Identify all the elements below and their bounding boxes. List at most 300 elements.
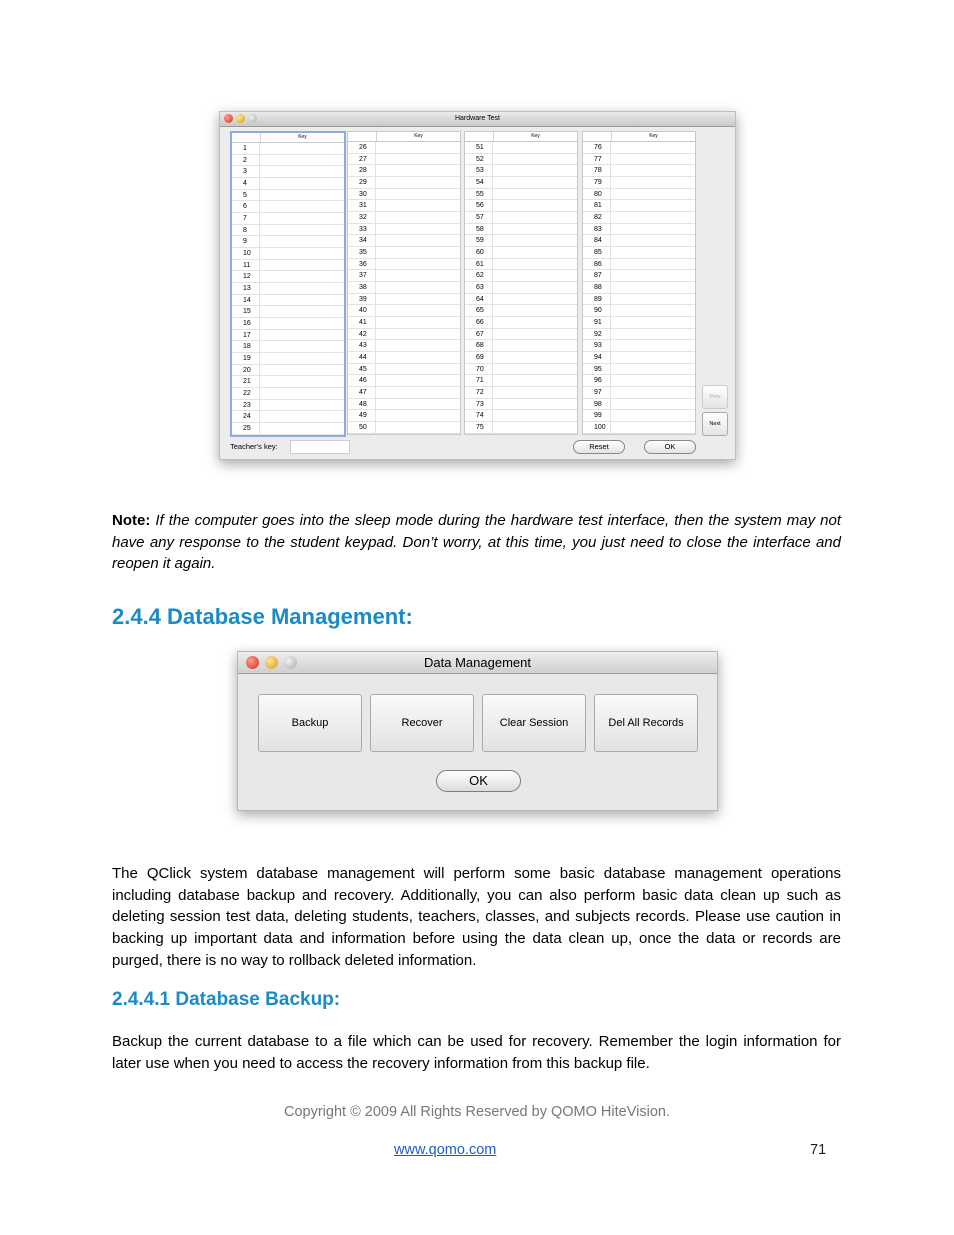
- table-row[interactable]: [348, 364, 460, 376]
- table-row[interactable]: [465, 340, 577, 352]
- table-row[interactable]: [232, 376, 344, 388]
- table-row[interactable]: [465, 294, 577, 306]
- key-value-cell: [493, 165, 577, 176]
- table-row[interactable]: [465, 270, 577, 282]
- keypad-number: 96: [583, 375, 611, 386]
- table-row[interactable]: [583, 270, 695, 282]
- keypad-number: 80: [583, 189, 611, 200]
- keypad-number: 12: [232, 271, 260, 282]
- key-value-cell: [493, 259, 577, 270]
- table-row[interactable]: [348, 375, 460, 387]
- key-value-cell: [493, 224, 577, 235]
- keypad-number: 20: [232, 365, 260, 376]
- table-row[interactable]: [465, 364, 577, 376]
- table-row[interactable]: [348, 165, 460, 177]
- table-row[interactable]: [348, 399, 460, 411]
- table-row[interactable]: [348, 410, 460, 422]
- table-row[interactable]: [232, 400, 344, 412]
- hardware-test-titlebar: [220, 112, 735, 127]
- table-row[interactable]: [232, 178, 344, 190]
- table-row[interactable]: [583, 329, 695, 341]
- keypad-number: 88: [583, 282, 611, 293]
- keypad-number: 98: [583, 399, 611, 410]
- key-value-cell: [376, 142, 460, 153]
- keypad-number: 72: [465, 387, 493, 398]
- keypad-number: 7: [232, 213, 260, 224]
- key-value-cell: [611, 282, 695, 293]
- key-table[interactable]: [464, 131, 578, 435]
- key-value-cell: [611, 247, 695, 258]
- keypad-number: 22: [232, 388, 260, 399]
- keypad-number: 44: [348, 352, 376, 363]
- backup-button[interactable]: Backup: [258, 694, 362, 752]
- key-value-cell: [376, 294, 460, 305]
- key-value-cell: [260, 353, 344, 364]
- table-row[interactable]: [232, 365, 344, 377]
- table-row[interactable]: [583, 422, 695, 434]
- key-value-cell: [493, 352, 577, 363]
- keypad-number: 6: [232, 201, 260, 212]
- key-table-header: [348, 132, 460, 142]
- key-value-cell: [376, 270, 460, 281]
- key-value-cell: [493, 387, 577, 398]
- table-row[interactable]: [465, 375, 577, 387]
- key-value-cell: [611, 305, 695, 316]
- keypad-number: 100: [583, 422, 611, 433]
- key-value-cell: [260, 365, 344, 376]
- database-backup-paragraph: Backup the current database to a file which can be used for recovery. Remember the login information for later use when you need to access the recovery information from this backup file.: [112, 1033, 841, 1072]
- table-row[interactable]: [583, 212, 695, 224]
- table-row[interactable]: [232, 201, 344, 213]
- table-row[interactable]: [348, 259, 460, 271]
- key-value-cell: [260, 411, 344, 422]
- key-value-cell: [611, 142, 695, 153]
- keypad-number: 89: [583, 294, 611, 305]
- table-row[interactable]: [583, 410, 695, 422]
- key-table[interactable]: [347, 131, 461, 435]
- key-value-cell: [493, 154, 577, 165]
- table-row[interactable]: [348, 270, 460, 282]
- key-value-cell: [611, 177, 695, 188]
- table-row[interactable]: [232, 318, 344, 330]
- key-value-cell: [493, 247, 577, 258]
- keypad-number: 9: [232, 236, 260, 247]
- keypad-number: 66: [465, 317, 493, 328]
- reset-button[interactable]: Reset: [573, 440, 625, 454]
- table-row[interactable]: [232, 155, 344, 167]
- hardware-ok-button[interactable]: OK: [644, 440, 696, 454]
- key-value-cell: [376, 329, 460, 340]
- key-value-cell: [376, 154, 460, 165]
- key-value-cell: [611, 189, 695, 200]
- keypad-number: 5: [232, 190, 260, 201]
- key-value-cell: [376, 422, 460, 433]
- keypad-number: 51: [465, 142, 493, 153]
- keypad-number: 76: [583, 142, 611, 153]
- table-row[interactable]: [348, 294, 460, 306]
- table-row[interactable]: [348, 317, 460, 329]
- data-management-window: [237, 651, 718, 811]
- number-column-header: [232, 133, 261, 142]
- table-row[interactable]: [232, 330, 344, 342]
- table-row[interactable]: [232, 213, 344, 225]
- table-row[interactable]: [465, 177, 577, 189]
- table-row[interactable]: [348, 352, 460, 364]
- keypad-number: 28: [348, 165, 376, 176]
- key-value-cell: [376, 177, 460, 188]
- table-row[interactable]: [583, 364, 695, 376]
- data-management-title: Data Management: [424, 655, 531, 670]
- key-value-cell: [493, 270, 577, 281]
- subsection-heading: 2.4.4.1 Database Backup:: [112, 989, 341, 1010]
- key-value-cell: [260, 248, 344, 259]
- keypad-number: 82: [583, 212, 611, 223]
- table-row[interactable]: [465, 317, 577, 329]
- keypad-number: 93: [583, 340, 611, 351]
- table-row[interactable]: [465, 212, 577, 224]
- table-row[interactable]: [583, 387, 695, 399]
- recover-button[interactable]: Recover: [370, 694, 474, 752]
- key-value-cell: [376, 364, 460, 375]
- note-text: If the computer goes into the sleep mode during the hardware test interface, then the system may not have any response to the student keypad. Don’t worry, at this time, you just need to close the interface and reopen it again.: [112, 512, 841, 573]
- table-row[interactable]: [583, 189, 695, 201]
- key-value-cell: [611, 364, 695, 375]
- hardware-test-window: [219, 111, 736, 460]
- table-row[interactable]: [232, 166, 344, 178]
- key-value-cell: [260, 400, 344, 411]
- keypad-number: 37: [348, 270, 376, 281]
- data-management-titlebar: [238, 652, 717, 674]
- keypad-number: 92: [583, 329, 611, 340]
- keypad-number: 40: [348, 305, 376, 316]
- del-all-records-button[interactable]: Del All Records: [594, 694, 698, 752]
- table-row[interactable]: [465, 352, 577, 364]
- key-value-cell: [493, 410, 577, 421]
- keypad-number: 43: [348, 340, 376, 351]
- keypad-number: 79: [583, 177, 611, 188]
- key-value-cell: [611, 154, 695, 165]
- table-row[interactable]: [232, 423, 344, 435]
- key-value-cell: [376, 189, 460, 200]
- keypad-number: 64: [465, 294, 493, 305]
- key-value-cell: [493, 142, 577, 153]
- key-value-cell: [611, 165, 695, 176]
- table-row[interactable]: [348, 282, 460, 294]
- copyright-footer: Copyright © 2009 All Rights Reserved by QOMO HiteVision.: [284, 1104, 670, 1120]
- data-management-ok-button[interactable]: OK: [436, 770, 521, 792]
- key-column-header: Key: [649, 133, 658, 139]
- table-row[interactable]: [348, 154, 460, 166]
- keypad-number: 63: [465, 282, 493, 293]
- table-row[interactable]: [232, 225, 344, 237]
- database-management-paragraph: The QClick system database management will perform some basic database management operations including database backup and recovery. Additionally, you can also perform basic data clean up such as deleting session test data, deleting students, teachers, classes, and subjects records. Please use caution in backing up important data and information before using the data clean up, once the data or records are purged, there is no way to rollback deleted information.: [112, 865, 841, 969]
- key-value-cell: [611, 294, 695, 305]
- keypad-number: 23: [232, 400, 260, 411]
- table-row[interactable]: [583, 200, 695, 212]
- table-row[interactable]: [583, 399, 695, 411]
- keypad-number: 55: [465, 189, 493, 200]
- table-row[interactable]: [232, 236, 344, 248]
- page-number: 71: [810, 1142, 827, 1158]
- table-row[interactable]: [232, 306, 344, 318]
- keypad-number: 47: [348, 387, 376, 398]
- table-row[interactable]: [348, 224, 460, 236]
- number-column-header: [583, 132, 612, 141]
- table-row[interactable]: [583, 352, 695, 364]
- keypad-number: 50: [348, 422, 376, 433]
- table-row[interactable]: [465, 387, 577, 399]
- keypad-number: 11: [232, 260, 260, 271]
- table-row[interactable]: [583, 235, 695, 247]
- keypad-number: 2: [232, 155, 260, 166]
- table-row[interactable]: [348, 142, 460, 154]
- key-value-cell: [376, 375, 460, 386]
- table-row[interactable]: [348, 177, 460, 189]
- table-row[interactable]: [465, 329, 577, 341]
- table-row[interactable]: [232, 283, 344, 295]
- table-row[interactable]: [348, 422, 460, 434]
- key-value-cell: [611, 212, 695, 223]
- keypad-number: 87: [583, 270, 611, 281]
- note-label: Note:: [112, 512, 151, 529]
- prev-button[interactable]: Prev: [702, 385, 728, 409]
- keypad-number: 85: [583, 247, 611, 258]
- table-row[interactable]: [583, 294, 695, 306]
- keypad-number: 56: [465, 200, 493, 211]
- table-row[interactable]: [583, 282, 695, 294]
- keypad-number: 48: [348, 399, 376, 410]
- key-table-header: [583, 132, 695, 142]
- keypad-number: 52: [465, 154, 493, 165]
- next-button[interactable]: Next: [702, 412, 728, 436]
- keypad-number: 17: [232, 330, 260, 341]
- table-row[interactable]: [583, 142, 695, 154]
- key-value-cell: [376, 224, 460, 235]
- table-row[interactable]: [465, 154, 577, 166]
- keypad-number: 75: [465, 422, 493, 433]
- key-value-cell: [493, 294, 577, 305]
- table-row[interactable]: [232, 143, 344, 155]
- note-paragraph: [112, 510, 841, 575]
- keypad-number: 26: [348, 142, 376, 153]
- keypad-number: 33: [348, 224, 376, 235]
- key-table-header: [465, 132, 577, 142]
- close-icon[interactable]: [246, 656, 259, 669]
- key-value-cell: [260, 283, 344, 294]
- key-value-cell: [611, 224, 695, 235]
- key-value-cell: [260, 201, 344, 212]
- keypad-number: 54: [465, 177, 493, 188]
- key-value-cell: [493, 399, 577, 410]
- table-row[interactable]: [583, 375, 695, 387]
- table-row[interactable]: [232, 353, 344, 365]
- keypad-number: 95: [583, 364, 611, 375]
- number-column-header: [348, 132, 377, 141]
- table-row[interactable]: [583, 305, 695, 317]
- table-row[interactable]: [232, 271, 344, 283]
- keypad-number: 10: [232, 248, 260, 259]
- keypad-number: 73: [465, 399, 493, 410]
- keypad-number: 41: [348, 317, 376, 328]
- keypad-number: 83: [583, 224, 611, 235]
- key-value-cell: [376, 317, 460, 328]
- key-value-cell: [260, 341, 344, 352]
- key-value-cell: [493, 189, 577, 200]
- key-value-cell: [611, 422, 695, 433]
- table-row[interactable]: [583, 259, 695, 271]
- key-value-cell: [260, 376, 344, 387]
- table-row[interactable]: [465, 235, 577, 247]
- key-column-header: Key: [414, 133, 423, 139]
- keypad-number: 67: [465, 329, 493, 340]
- keypad-number: 29: [348, 177, 376, 188]
- table-row[interactable]: [232, 248, 344, 260]
- keypad-number: 31: [348, 200, 376, 211]
- table-row[interactable]: [465, 259, 577, 271]
- keypad-number: 58: [465, 224, 493, 235]
- table-row[interactable]: [465, 410, 577, 422]
- table-row[interactable]: [232, 341, 344, 353]
- table-row[interactable]: [583, 177, 695, 189]
- close-icon[interactable]: [224, 114, 233, 123]
- keypad-number: 61: [465, 259, 493, 270]
- window-controls: [246, 656, 297, 669]
- key-value-cell: [260, 388, 344, 399]
- table-row[interactable]: [583, 247, 695, 259]
- key-value-cell: [260, 178, 344, 189]
- keypad-number: 27: [348, 154, 376, 165]
- table-row[interactable]: [465, 305, 577, 317]
- keypad-number: 65: [465, 305, 493, 316]
- key-value-cell: [611, 235, 695, 246]
- table-row[interactable]: [465, 247, 577, 259]
- key-column-header: Key: [298, 134, 307, 140]
- key-value-cell: [376, 387, 460, 398]
- table-row[interactable]: [232, 190, 344, 202]
- table-row[interactable]: [583, 154, 695, 166]
- table-row[interactable]: [348, 340, 460, 352]
- table-row[interactable]: [465, 224, 577, 236]
- key-value-cell: [376, 282, 460, 293]
- key-value-cell: [376, 165, 460, 176]
- zoom-icon[interactable]: [284, 656, 297, 669]
- key-value-cell: [260, 190, 344, 201]
- keypad-number: 62: [465, 270, 493, 281]
- key-value-cell: [376, 247, 460, 258]
- keypad-number: 84: [583, 235, 611, 246]
- key-value-cell: [493, 305, 577, 316]
- table-row[interactable]: [348, 387, 460, 399]
- key-value-cell: [611, 259, 695, 270]
- website-link[interactable]: www.qomo.com: [394, 1142, 497, 1158]
- table-row[interactable]: [232, 295, 344, 307]
- key-value-cell: [376, 399, 460, 410]
- key-value-cell: [260, 143, 344, 154]
- keypad-number: 46: [348, 375, 376, 386]
- table-row[interactable]: [232, 411, 344, 423]
- table-row[interactable]: [232, 388, 344, 400]
- key-value-cell: [611, 317, 695, 328]
- table-row[interactable]: [348, 200, 460, 212]
- zoom-icon[interactable]: [248, 114, 257, 123]
- hardware-test-title: Hardware Test: [454, 115, 500, 122]
- keypad-number: 8: [232, 225, 260, 236]
- key-value-cell: [493, 364, 577, 375]
- keypad-number: 14: [232, 295, 260, 306]
- table-row[interactable]: [465, 142, 577, 154]
- key-value-cell: [260, 271, 344, 282]
- key-value-cell: [493, 235, 577, 246]
- table-row[interactable]: [465, 282, 577, 294]
- keypad-number: 90: [583, 305, 611, 316]
- minimize-icon[interactable]: [236, 114, 245, 123]
- table-row[interactable]: [465, 399, 577, 411]
- table-row[interactable]: [465, 189, 577, 201]
- table-row[interactable]: [465, 165, 577, 177]
- keypad-number: 86: [583, 259, 611, 270]
- key-value-cell: [376, 352, 460, 363]
- key-table[interactable]: [230, 131, 346, 437]
- key-value-cell: [376, 200, 460, 211]
- key-value-cell: [493, 212, 577, 223]
- keypad-number: 35: [348, 247, 376, 258]
- table-row[interactable]: [348, 305, 460, 317]
- table-row[interactable]: [583, 317, 695, 329]
- key-table[interactable]: [582, 131, 696, 435]
- clear-session-button[interactable]: Clear Session: [482, 694, 586, 752]
- keypad-number: 99: [583, 410, 611, 421]
- number-column-header: [465, 132, 494, 141]
- key-value-cell: [611, 200, 695, 211]
- keypad-number: 53: [465, 165, 493, 176]
- table-row[interactable]: [583, 224, 695, 236]
- key-value-cell: [611, 329, 695, 340]
- key-value-cell: [260, 155, 344, 166]
- table-row[interactable]: [348, 329, 460, 341]
- minimize-icon[interactable]: [265, 656, 278, 669]
- key-value-cell: [376, 305, 460, 316]
- table-row[interactable]: [348, 247, 460, 259]
- table-row[interactable]: [348, 212, 460, 224]
- key-value-cell: [260, 318, 344, 329]
- teacher-key-input[interactable]: [290, 440, 350, 454]
- section-heading: 2.4.4 Database Management:: [112, 604, 413, 629]
- key-value-cell: [260, 423, 344, 434]
- key-value-cell: [260, 225, 344, 236]
- table-row[interactable]: [232, 260, 344, 272]
- keypad-number: 97: [583, 387, 611, 398]
- key-value-cell: [376, 410, 460, 421]
- table-row[interactable]: [465, 200, 577, 212]
- keypad-number: 18: [232, 341, 260, 352]
- table-row[interactable]: [583, 165, 695, 177]
- table-row[interactable]: [348, 235, 460, 247]
- keypad-number: 19: [232, 353, 260, 364]
- table-row[interactable]: [583, 340, 695, 352]
- teacher-key-label: Teacher's key:: [230, 442, 278, 451]
- key-table-header: [232, 133, 344, 143]
- keypad-number: 69: [465, 352, 493, 363]
- key-value-cell: [611, 340, 695, 351]
- table-row[interactable]: [348, 189, 460, 201]
- key-value-cell: [376, 235, 460, 246]
- table-row[interactable]: [465, 422, 577, 434]
- keypad-number: 42: [348, 329, 376, 340]
- keypad-number: 77: [583, 154, 611, 165]
- keypad-number: 94: [583, 352, 611, 363]
- keypad-number: 70: [465, 364, 493, 375]
- keypad-number: 74: [465, 410, 493, 421]
